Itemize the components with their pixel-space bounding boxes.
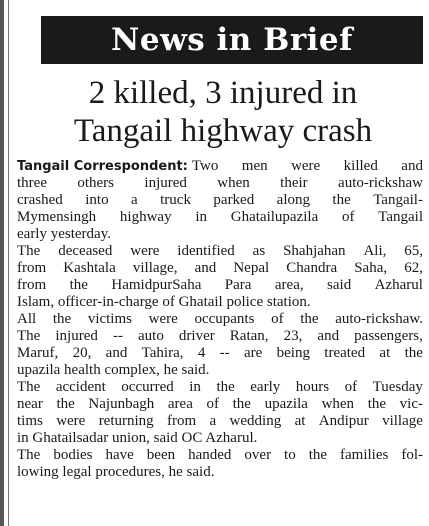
article-text-line: The injured -- auto driver Ratan, 23, and passengers,: [17, 328, 423, 344]
article-text-line: tims were returning from a wedding at Andipur village: [17, 413, 423, 429]
article-headline: [17, 74, 429, 150]
article-text-line: The bodies have been handed over to the families fol-: [17, 447, 423, 463]
article-text-line: early yesterday.: [17, 226, 111, 242]
article-text-line: All the victims were occupants of the auto-rickshaw.: [17, 311, 423, 327]
byline: Tangail Correspondent:: [17, 159, 188, 174]
section-banner: News in Brief: [41, 16, 423, 64]
article-text-line: upazila health complex, he said.: [17, 362, 210, 378]
article-text-line: lowing legal procedures, he said.: [17, 464, 215, 480]
article-text-line: from Kashtala village, and Nepal Chandra Saha, 62,: [17, 260, 423, 276]
article-text-line: from the HamidpurSaha Para area, said Azharul: [17, 277, 423, 293]
article-text-line: three others injured when their auto-rickshaw: [17, 175, 423, 191]
article-text-line: The deceased were identified as Shahjahan Ali, 65,: [17, 243, 423, 259]
article-text-line: Islam, officer-in-charge of Ghatail police station.: [17, 294, 311, 310]
article-text: Two men were killed and: [191, 158, 423, 174]
article-text-line: Mymensingh highway in Ghatailupazila of Tangail: [17, 209, 423, 225]
column-rule-thin: [8, 0, 9, 526]
headline-line-2: Tangail highway crash: [73, 113, 373, 149]
column-rule-thick: [0, 0, 4, 526]
headline-line-1: 2 killed, 3 injured in: [88, 75, 358, 111]
news-article: [17, 0, 429, 526]
article-text-line: Maruf, 20, and Tahira, 4 -- are being treated at the: [17, 345, 423, 361]
article-body: [17, 158, 423, 481]
article-text-line: near the Najunbagh area of the upazila when the vic-: [17, 396, 423, 412]
article-text-line: crashed into a truck parked along the Tangail-: [17, 192, 423, 208]
article-text-line: The accident occurred in the early hours of Tuesday: [17, 379, 423, 395]
article-text-line: [17, 158, 423, 175]
article-text-line: in Ghatailsadar union, said OC Azharul.: [17, 430, 258, 446]
